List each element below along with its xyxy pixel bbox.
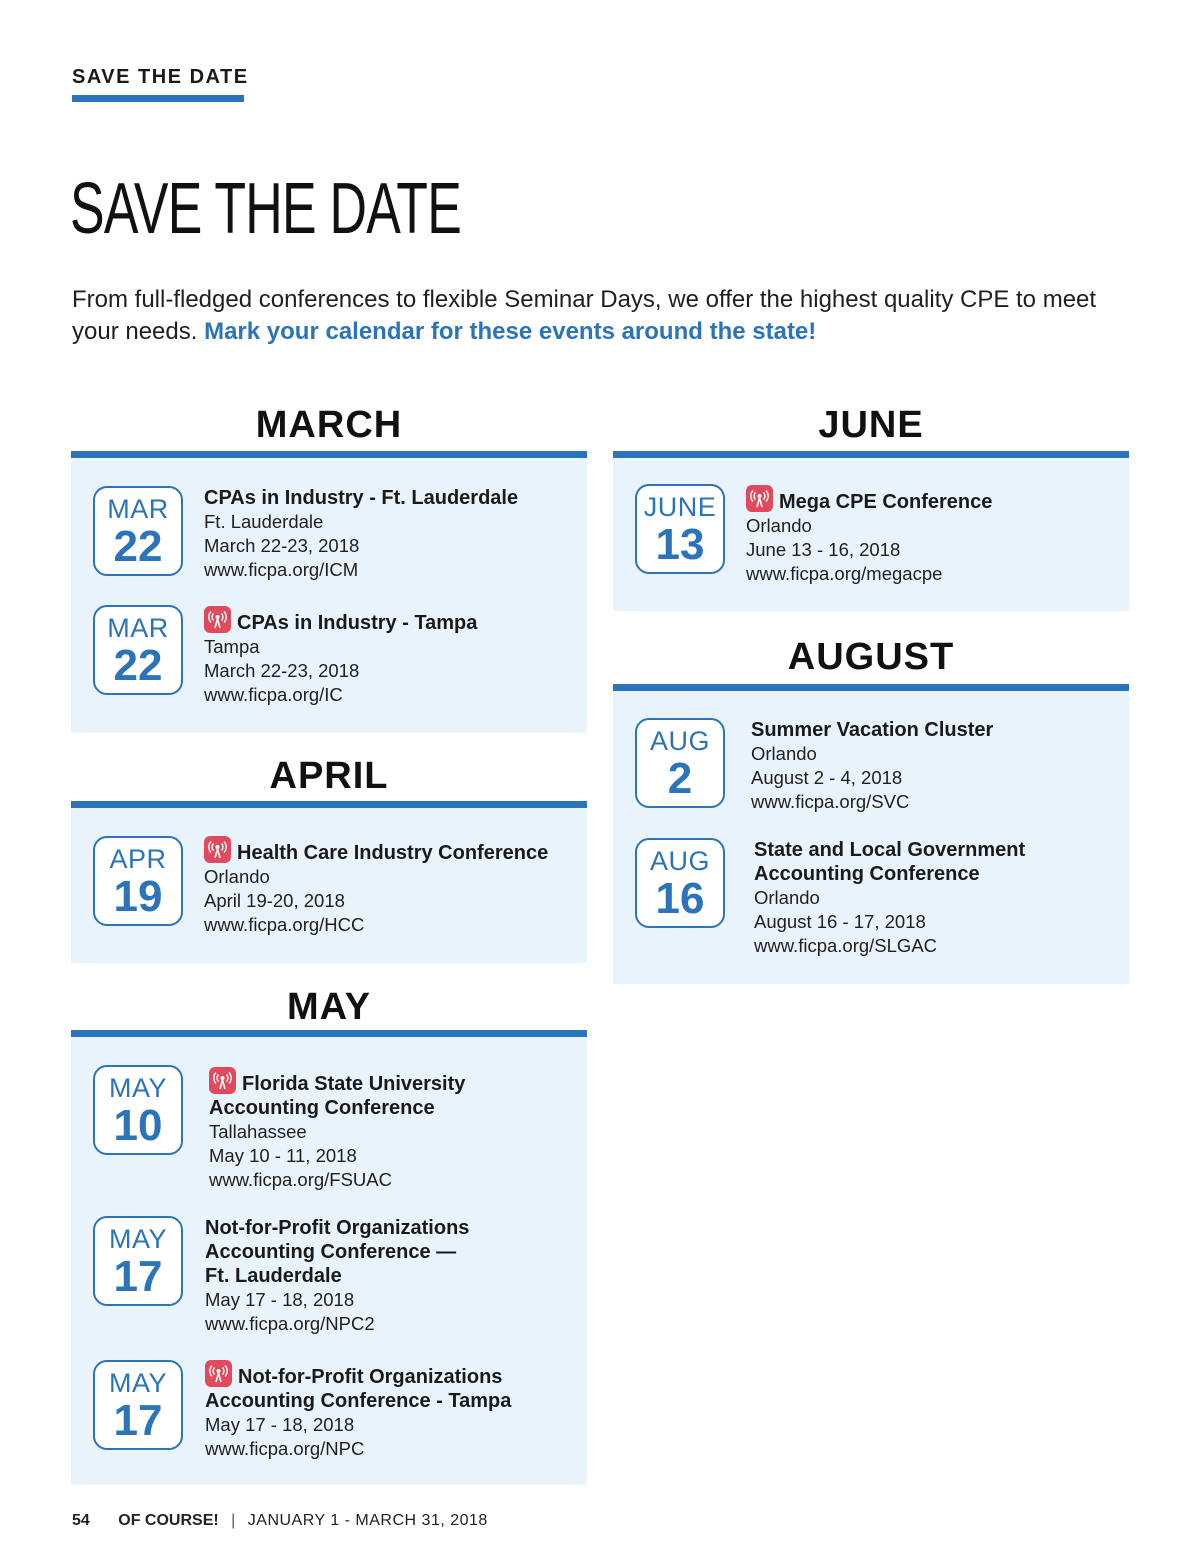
event-url[interactable]: www.ficpa.org/HCC	[204, 914, 365, 935]
event-dates: August 16 - 17, 2018	[754, 911, 926, 932]
event-name-cont: Accounting Conference - Tampa	[205, 1390, 512, 1412]
event-info	[209, 1067, 584, 1192]
date-month: MAY	[108, 1224, 167, 1254]
intro-highlight: Mark your calendar for these events around the state!	[204, 318, 817, 345]
event-url[interactable]: www.ficpa.org/ICM	[204, 559, 359, 580]
intro-paragraph	[72, 284, 1132, 348]
month-rule-june	[613, 451, 1129, 458]
event-info	[204, 606, 584, 707]
panel-april	[71, 808, 587, 963]
event-url[interactable]: www.ficpa.org/SLGAC	[754, 935, 938, 956]
event-url[interactable]: www.ficpa.org/megacpe	[746, 563, 943, 584]
event-name-cont: Ft. Lauderdale	[205, 1265, 342, 1287]
date-badge	[93, 1216, 183, 1306]
date-badge	[93, 836, 183, 926]
live-broadcast-icon	[746, 485, 773, 512]
event-name: Not-for-Profit Organizations	[205, 1217, 470, 1239]
date-day: 17	[113, 1396, 163, 1445]
date-month: MAR	[107, 494, 169, 524]
page-number: 54	[72, 1512, 90, 1529]
event-name: Health Care Industry Conference	[237, 842, 549, 864]
event-info	[205, 1216, 584, 1336]
event-name-cont: Accounting Conference	[209, 1097, 435, 1119]
live-broadcast-icon	[204, 836, 231, 863]
kicker-underline	[72, 95, 244, 102]
date-badge	[93, 486, 183, 576]
event-name-line	[204, 606, 584, 635]
panel-august	[613, 691, 1129, 984]
event-url[interactable]: www.ficpa.org/FSUAC	[209, 1169, 392, 1190]
date-day: 10	[113, 1101, 163, 1150]
live-broadcast-icon	[209, 1067, 236, 1094]
event-location: Orlando	[751, 743, 817, 764]
month-rule-march	[71, 451, 587, 458]
date-day: 17	[113, 1252, 163, 1301]
event-name: Florida State University	[242, 1073, 466, 1095]
month-heading-august: AUGUST	[787, 636, 955, 678]
panel-march	[71, 458, 587, 733]
event-name-cont: Accounting Conference —	[205, 1241, 457, 1263]
intro-text: From full-fledged conferences to flexible Seminar Days, we offer the highest quality CPE to meet your needs.	[72, 286, 1097, 345]
magazine-name: OF COURSE!	[118, 1512, 219, 1529]
date-month: MAY	[108, 1368, 167, 1398]
event-name-line	[209, 1067, 584, 1096]
event-url[interactable]: www.ficpa.org/IC	[204, 684, 343, 705]
event-url[interactable]: www.ficpa.org/SVC	[751, 791, 910, 812]
event-name: Not-for-Profit Organizations	[238, 1366, 503, 1388]
live-broadcast-icon	[205, 1360, 232, 1387]
section-kicker: SAVE THE DATE	[72, 66, 249, 88]
event-name-line	[205, 1360, 584, 1389]
page-footer	[72, 1512, 488, 1530]
date-badge	[93, 1360, 183, 1450]
date-month: APR	[109, 844, 167, 874]
event-info	[751, 718, 1126, 814]
page-title: SAVE THE DATE	[70, 169, 462, 249]
live-broadcast-icon	[204, 606, 231, 633]
event-name: CPAs in Industry - Ft. Lauderdale	[204, 487, 519, 509]
event-name-line	[204, 836, 584, 865]
date-day: 2	[667, 754, 693, 803]
date-badge	[93, 1065, 183, 1155]
event-name: Summer Vacation Cluster	[751, 719, 994, 741]
event-dates: May 10 - 11, 2018	[209, 1145, 357, 1166]
date-badge	[635, 484, 725, 574]
event-info	[754, 838, 1126, 958]
event-dates: June 13 - 16, 2018	[746, 539, 901, 560]
date-badge	[93, 605, 183, 695]
month-rule-august	[613, 684, 1129, 691]
event-info	[204, 836, 584, 937]
date-month: JUNE	[643, 492, 717, 522]
date-day: 16	[655, 874, 705, 923]
event-location: Tampa	[204, 636, 260, 657]
month-heading-march: MARCH	[255, 404, 403, 446]
panel-june	[613, 458, 1129, 611]
date-month: AUG	[649, 726, 710, 756]
event-dates: May 17 - 18, 2018	[205, 1289, 355, 1310]
date-month: MAR	[107, 613, 169, 643]
event-name-cont: Accounting Conference	[754, 863, 980, 885]
event-dates: April 19-20, 2018	[204, 890, 345, 911]
date-badge	[635, 718, 725, 808]
event-dates: March 22-23, 2018	[204, 535, 360, 556]
month-rule-april	[71, 801, 587, 808]
date-day: 22	[113, 522, 163, 571]
event-name: CPAs in Industry - Tampa	[237, 612, 478, 634]
footer-separator: |	[231, 1512, 236, 1529]
issue-dates: JANUARY 1 - MARCH 31, 2018	[247, 1512, 488, 1529]
date-month: AUG	[649, 846, 710, 876]
date-month: MAY	[108, 1073, 167, 1103]
event-name: Mega CPE Conference	[779, 491, 993, 513]
event-info	[204, 486, 584, 582]
month-rule-may	[71, 1030, 587, 1037]
panel-may	[71, 1037, 587, 1485]
event-location: Tallahassee	[209, 1121, 307, 1142]
event-dates: May 17 - 18, 2018	[205, 1414, 355, 1435]
month-heading-may: MAY	[287, 986, 371, 1028]
event-name-line	[746, 485, 1126, 514]
event-info	[205, 1360, 584, 1461]
event-name: State and Local Government	[754, 839, 1026, 861]
event-dates: August 2 - 4, 2018	[751, 767, 903, 788]
event-dates: March 22-23, 2018	[204, 660, 360, 681]
date-badge	[635, 838, 725, 928]
month-heading-june: JUNE	[818, 404, 924, 446]
event-location: Ft. Lauderdale	[204, 511, 324, 532]
event-location: Orlando	[754, 887, 820, 908]
date-day: 13	[655, 520, 705, 569]
event-location: Orlando	[746, 515, 812, 536]
event-info	[746, 485, 1126, 586]
event-url[interactable]: www.ficpa.org/NPC	[205, 1438, 365, 1459]
month-heading-april: APRIL	[269, 755, 389, 797]
date-day: 19	[113, 872, 163, 921]
date-day: 22	[113, 641, 163, 690]
event-url[interactable]: www.ficpa.org/NPC2	[205, 1313, 375, 1334]
event-location: Orlando	[204, 866, 270, 887]
